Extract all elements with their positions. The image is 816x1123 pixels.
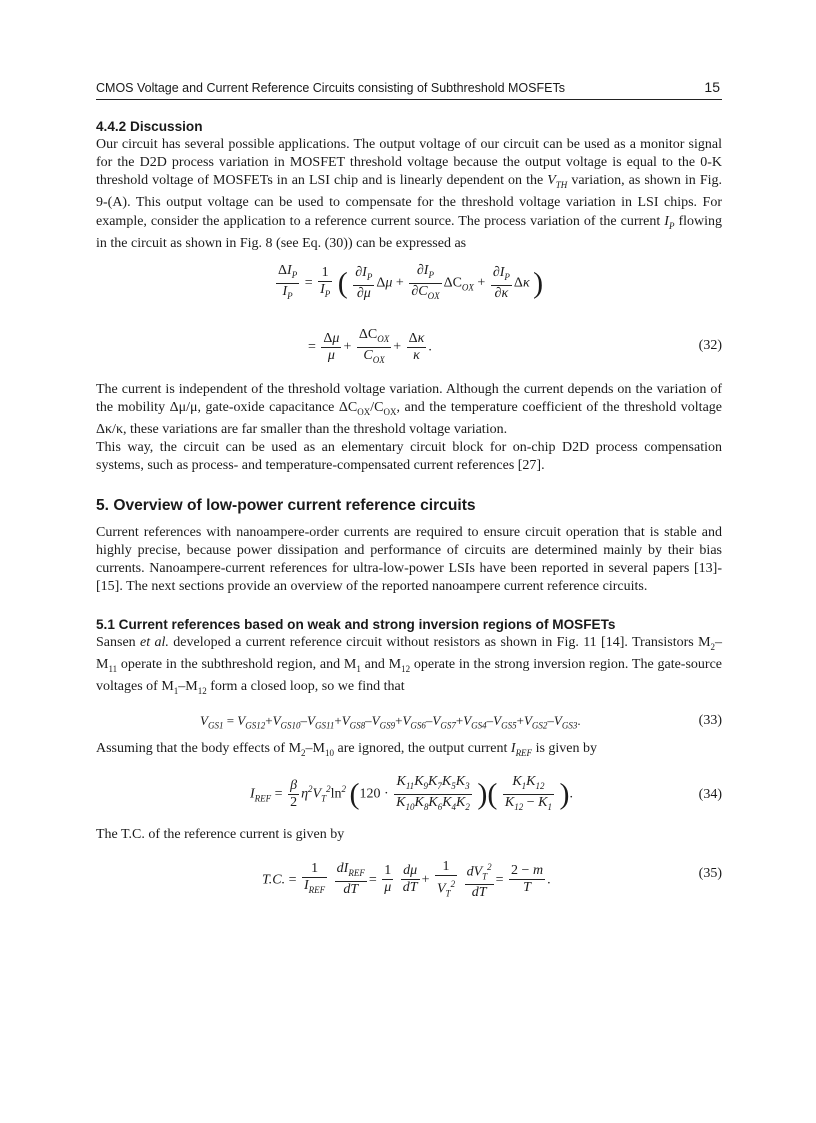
page-number: 15 bbox=[704, 79, 720, 95]
paragraph-body-effects: Assuming that the body effects of $M_2-M_{10}$ are ignored, the output current $I_{REF}$ is given by bbox=[96, 741, 598, 759]
equation-number-32: (32) bbox=[698, 337, 722, 353]
equation-34: $I_{REF}$ = $\frac{\beta}{2}$ $\eta^2V_T^2\ln^2$ (120 · $\frac{K_{11}K_9K_7K_5K_3}{K_{10}K_8K_6K_4K_2}$ )( $\frac{K_1K_{12}}{K_{12} - K_1}$ ). (34) bbox=[250, 774, 722, 813]
paragraph-compensation: This way, the circuit can be used as an elementary circuit block for on-chip D2D process compensation systems, such as process- and temperature-compensated current references [27]. bbox=[96, 440, 722, 474]
section-heading-5: 5. Overview of low-power current reference circuits bbox=[96, 496, 476, 514]
equation-35: T.C. = 1 $I_{REF}$ $dI_{REF}$ dT = $\frac{1}{\mu}$ $\frac{d\mu}{dT}$ + $\frac{1}{V_T^2}$ $dV_T^2$ dT = $\frac{2 - m}{T}$ . (35) bbox=[262, 858, 722, 901]
page-body bbox=[96, 116, 722, 905]
running-header bbox=[96, 79, 722, 100]
equation-32: $\Delta I_P$ $I_P$ = $\frac{1}{I_P}$ ( $\frac{\partial I_P}{\partial\mu}$ Δμ + $\partial I_P$ $\partial C_{OX}$ $\Delta C_{OX}$ + $\frac{\partial I_P}{\partial\kappa}$ Δκ ) = $\frac{\Delta\mu}{\mu}$ + $\Delta C_{OX}$ $C_{OX}$ + $\frac{\Delta\kappa}{\kappa}$ . (32) bbox=[278, 262, 722, 365]
section-heading-4-4-2: 4.4.2 Discussion bbox=[96, 119, 203, 134]
paragraph-discussion: Our circuit has several possible applications. The output voltage of our circuit can be used as a monitor signal for the D2D process variation in MOSFET threshold voltage because the output voltage is equal to the 0-K threshold voltage of MOSFETs in an LSI chip and is linearly dependent on the $V_{TH}$ variation, as shown in Fig. 9-(A). This output voltage can be used to compensate for the threshold voltage variation in LSI chips. For example, consider the application to a reference current source. The process variation of the current $I_P$ flowing in the circuit as shown in Fig. 8 (see Eq. (30)) can be expressed as bbox=[96, 137, 723, 251]
paragraph-overview: Current references with nanoampere-order currents are required to ensure circuit operation that is stable and highly precise, because power dissipation and performance of circuits are determined mainly by their bias currents. Nanoampere-current references for ultra-low-power LSIs have been reported in several papers [13]-[15]. The next sections provide an overview of the reported nanoampere current reference circuits. bbox=[96, 524, 722, 595]
paragraph-tc: The T.C. of the reference current is given by bbox=[96, 827, 345, 843]
running-header-title: CMOS Voltage and Current Reference Circuits consisting of Subthreshold MOSFETs bbox=[96, 81, 565, 95]
section-heading-5-1: 5.1 Current references based on weak and strong inversion regions of MOSFETs bbox=[96, 617, 616, 633]
paragraph-independence: The current is independent of the threshold voltage variation. Although the current depends on the variation of the mobility Δμ/μ, gate-oxide capacitance $\Delta C_{OX}/C_{OX}$, and the temperature coefficient of the threshold voltage Δκ/κ, these variations are far smaller than the threshold voltage variation. bbox=[96, 381, 723, 438]
equation-number-34: (34) bbox=[698, 787, 722, 803]
equation-33: $V_{GS1} = V_{GS12}+V_{GS10}-V_{GS11}+V_{GS8}-V_{GS9}+V_{GS6}-V_{GS7}+V_{GS4}-V_{GS5}+V_{GS2}-V_{GS3}$. (33) bbox=[200, 713, 722, 732]
paragraph-sansen: Sansen et al. developed a current reference circuit without resistors as shown in Fig. 11 [14]. Transistors $M_2-M_{11}$ operate in the subthreshold region, and $M_1$ and $M_{12}$ operate in the strong inversion region. The gate-source voltages of $M_1-M_{12}$ form a closed loop, so we find that bbox=[96, 635, 723, 697]
equation-number-33: (33) bbox=[698, 713, 722, 729]
equation-number-35: (35) bbox=[698, 865, 722, 881]
